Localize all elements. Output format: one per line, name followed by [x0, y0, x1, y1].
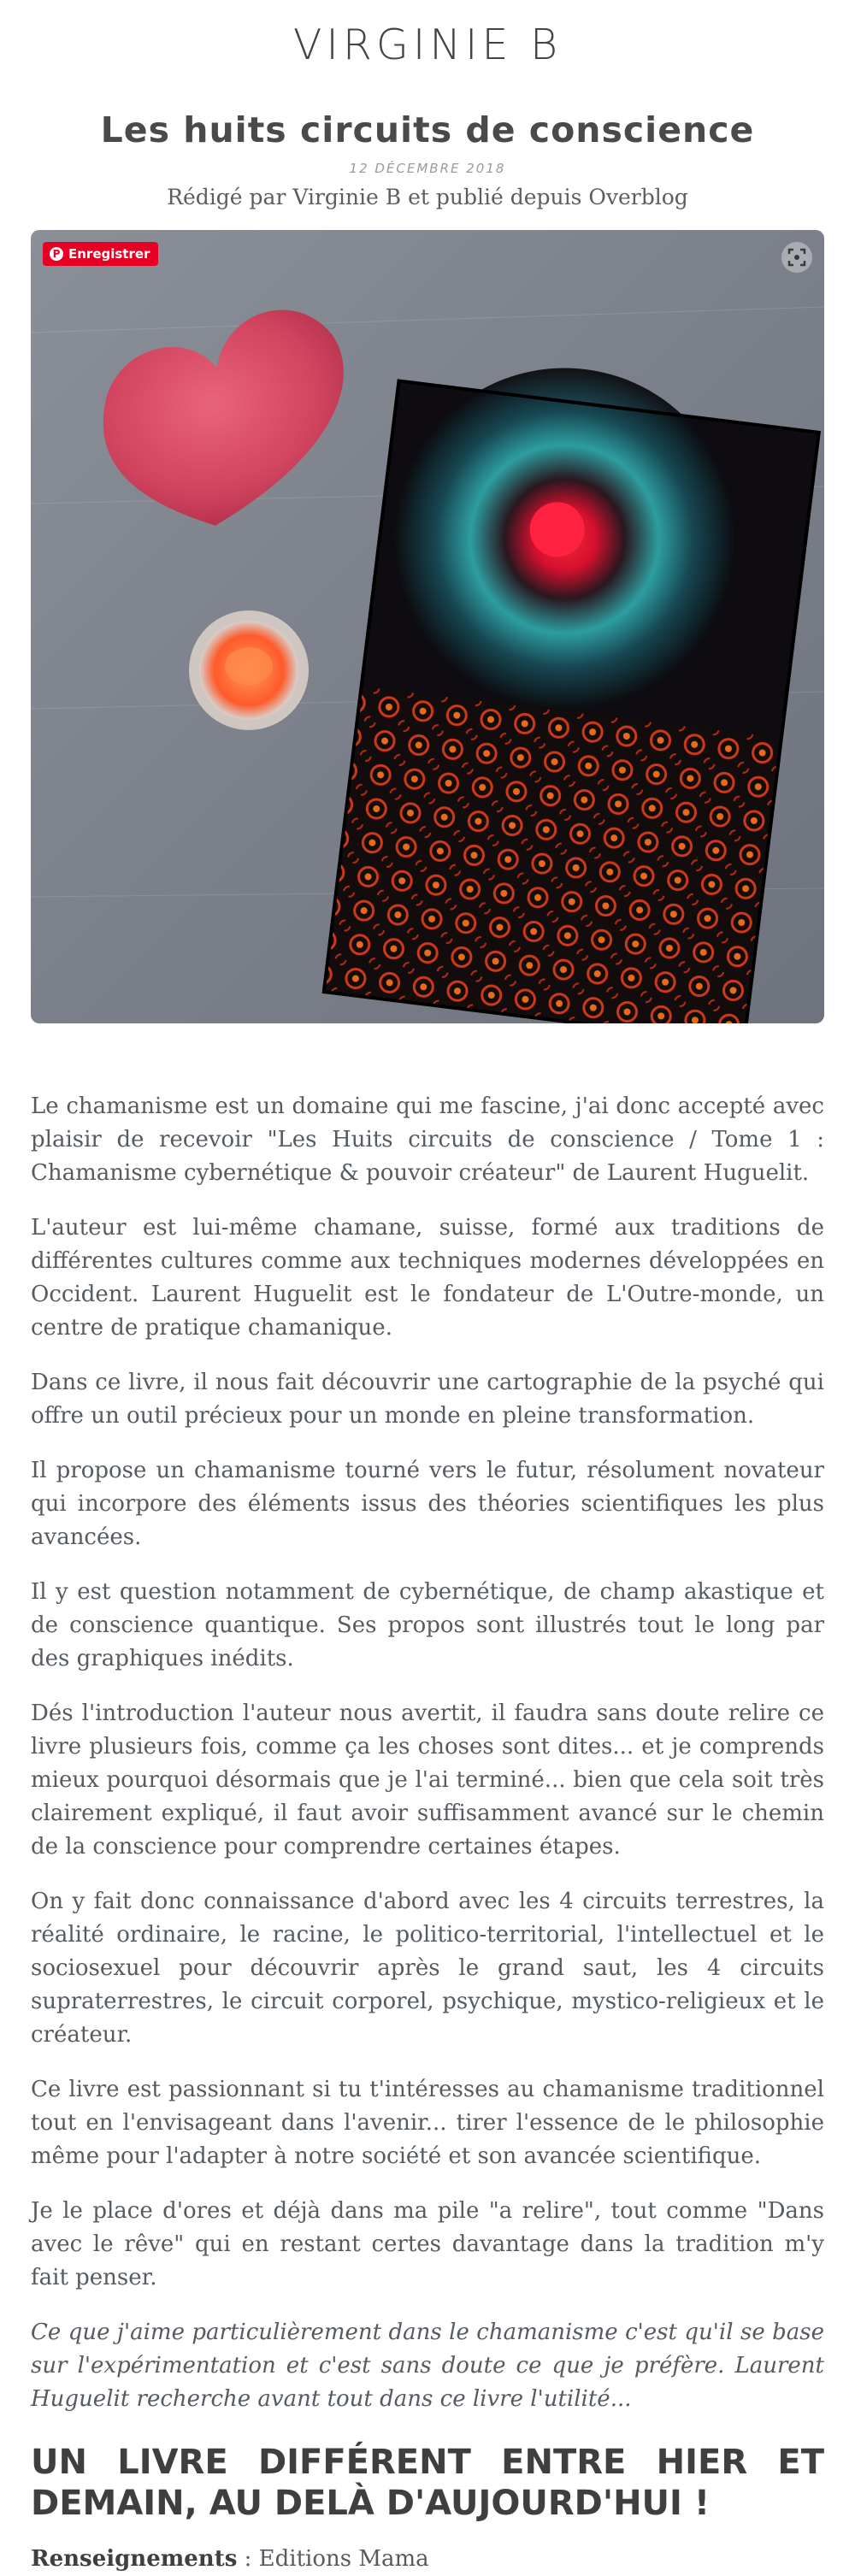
paragraph: Il propose un chamanisme tourné vers le futur, résolument novateur qui incorpore des éléments issus des théories scientifiques les plus avancées. [31, 1458, 824, 1550]
book-cover [324, 347, 823, 1023]
article-byline: Rédigé par Virginie B et publié depuis Overblog [167, 185, 688, 209]
pinterest-save-button[interactable] [43, 242, 158, 266]
article-image [31, 230, 824, 1023]
publisher-info [31, 2543, 824, 2576]
expand-image-button[interactable] [781, 242, 812, 273]
site-header [0, 0, 855, 89]
paragraph: Ce livre est passionnant si tu t'intéresses au chamanisme traditionnel tout en l'envisageant dans l'avenir... tirer l'essence de le philosophie même pour l'adapter à notre société et son avancée scientifique. [31, 2077, 824, 2169]
paragraph: Il y est question notamment de cybernétique, de champ akastique et de conscience quantique. Ses propos sont illustrés tout le long par des graphiques inédits. [31, 1579, 824, 1671]
paragraph: On y fait donc connaissance d'abord avec les 4 circuits terrestres, la réalité ordinaire, le racine, le politico-territorial, l'intellectuel et le sociosexuel pour découvrir après le grand saut, les 4 circuits supraterrestres, le circuit corporel, psychique, mystico-religieux et le créateur. [31, 1889, 824, 2048]
article-body [31, 1090, 824, 2576]
site-title[interactable]: VIRGINIE B [292, 20, 563, 69]
article-subheading: UN LIVRE DIFFÉRENT ENTRE HIER ET DEMAIN, AU DELÀ D'AUJOURD'HUI ! [31, 2443, 824, 2523]
article-date: 12 DÉCEMBRE 2018 [349, 161, 506, 176]
paragraph: Le chamanisme est un domaine qui me fascine, j'ai donc accepté avec plaisir de recevoir "Les Huits circuits de conscience / Tome 1 : Chamanisme cybernétique & pouvoir créateur" de Laurent Huguelit. [31, 1093, 824, 1186]
pinterest-icon: P [50, 247, 63, 261]
expand-icon [787, 248, 806, 267]
publisher-info-label: Renseignements [31, 2546, 238, 2572]
pinterest-save-label: Enregistrer [68, 246, 150, 262]
quote-paragraph: Ce que j'aime particulièrement dans le chamanisme c'est qu'il se base sur l'expérimentation et c'est sans doute ce que je préfère. Laurent Huguelit recherche avant tout dans ce livre l'utilité... [31, 2320, 824, 2412]
article-title: Les huits circuits de conscience [100, 109, 755, 150]
paragraph: L'auteur est lui-même chamane, suisse, formé aux traditions de différentes cultures comme aux techniques modernes développées en Occident. Laurent Huguelit est le fondateur de L'Outre-monde, un centre de pratique chamanique. [31, 1215, 824, 1341]
paragraph: Dés l'introduction l'auteur nous avertit, il faudra sans doute relire ce livre plusieurs fois, comme ça les choses sont dites... et je comprends mieux pourquoi désormais que je l'ai terminé... bien que cela soit très clairement expliqué, il faut avoir suffisamment avancé sur le chemin de la conscience pour comprendre certaines étapes. [31, 1701, 824, 1860]
publisher-info-value: : Editions Mama [237, 2546, 429, 2572]
paragraph: Je le place d'ores et déjà dans ma pile "a relire", tout comme "Dans avec le rêve" qui en restant certes davantage dans la tradition m'y fait penser. [31, 2198, 824, 2290]
article-header [0, 109, 855, 209]
book-photo [31, 230, 824, 1023]
paragraph: Dans ce livre, il nous fait découvrir une cartographie de la psyché qui offre un outil précieux pour un monde en pleine transformation. [31, 1370, 824, 1429]
